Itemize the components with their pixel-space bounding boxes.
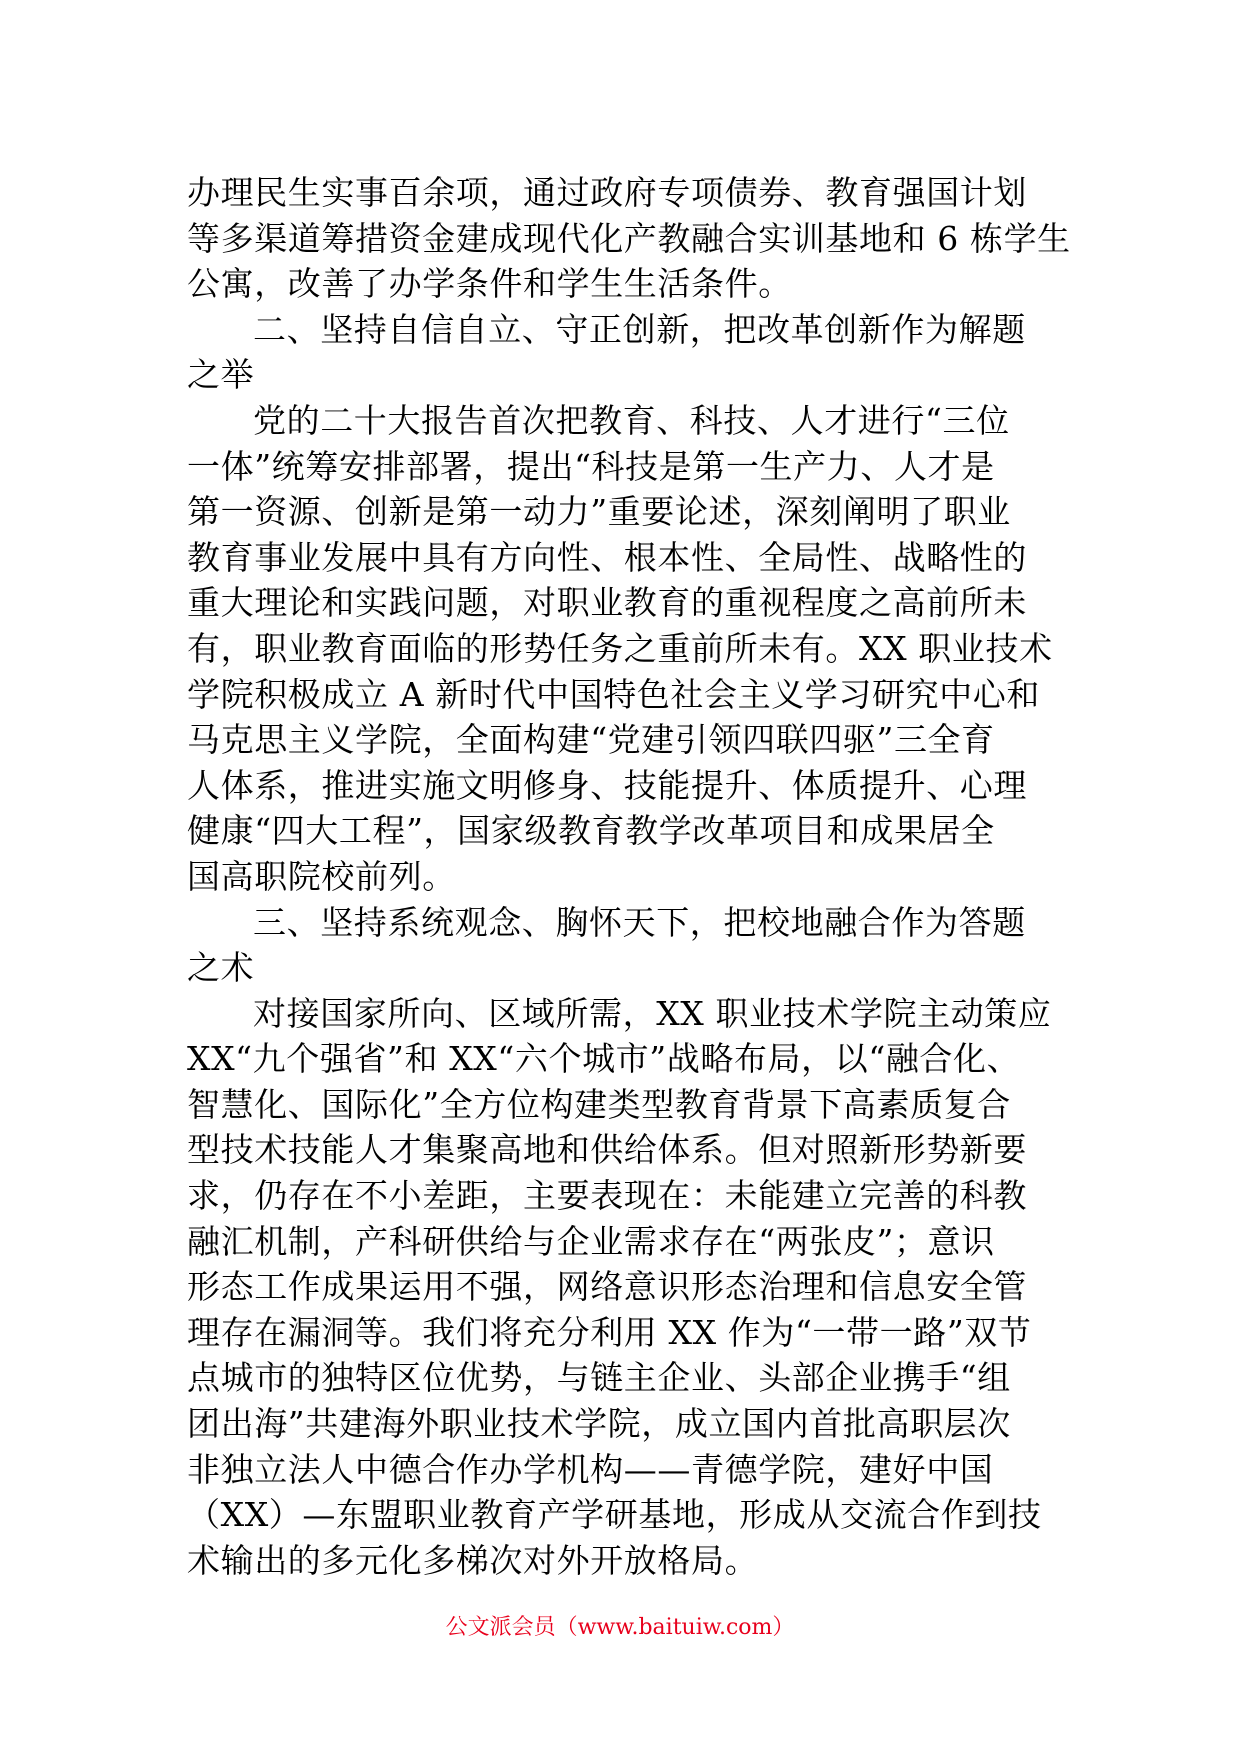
paragraph-line: 型技术技能人才集聚高地和供给体系。但对照新形势新要 <box>187 1130 1027 1170</box>
paragraph-line: 一体”统筹安排部署，提出“科技是第一生产力、人才是 <box>187 446 995 486</box>
paragraph-line: 公寓，改善了办学条件和学生生活条件。 <box>187 264 792 304</box>
paragraph-line: 非独立法人中德合作办学机构——青德学院，建好中国 <box>187 1449 994 1489</box>
section-heading-line: 三、坚持系统观念、胸怀天下，把校地融合作为答题 <box>253 902 1026 942</box>
paragraph-line: 形态工作成果运用不强，网络意识形态治理和信息安全管 <box>187 1267 1027 1307</box>
paragraph-line: 马克思主义学院，全面构建“党建引领四联四驱”三全育 <box>187 720 995 760</box>
document-body <box>187 170 1071 1583</box>
paragraph-line: 党的二十大报告首次把教育、科技、人才进行“三位 <box>253 400 1010 440</box>
paragraph-line: 术输出的多元化多梯次对外开放格局。 <box>187 1540 759 1580</box>
paragraph-line: 团出海”共建海外职业技术学院，成立国内首批高职层次 <box>187 1404 1011 1444</box>
paragraph-line: 有，职业教育面临的形势任务之重前所未有。XX 职业技术 <box>187 628 1053 668</box>
paragraph-line: 重大理论和实践问题，对职业教育的重视程度之高前所未 <box>187 583 1027 623</box>
section-heading-line: 之术 <box>187 948 255 988</box>
paragraph-line: 融汇机制，产科研供给与企业需求存在“两张皮”；意识 <box>187 1221 995 1261</box>
paragraph-line: 健康“四大工程”，国家级教育教学改革项目和成果居全 <box>187 811 995 851</box>
paragraph-line: 理存在漏洞等。我们将充分利用 XX 作为“一带一路”双节 <box>187 1312 1032 1352</box>
paragraph-line: 对接国家所向、区域所需，XX 职业技术学院主动策应 <box>253 993 1052 1033</box>
paragraph-line: 教育事业发展中具有方向性、根本性、全局性、战略性的 <box>187 537 1027 577</box>
paragraph-line: 点城市的独特区位优势，与链主企业、头部企业携手“组 <box>187 1358 1011 1398</box>
section-heading-line: 之举 <box>187 355 255 395</box>
paragraph-line: （XX）—东盟职业教育产学研基地，形成从交流合作到技 <box>187 1495 1042 1535</box>
section-heading-line: 二、坚持自信自立、守正创新，把改革创新作为解题 <box>253 309 1026 349</box>
paragraph-line: 求，仍存在不小差距，主要表现在：未能建立完善的科教 <box>187 1176 1027 1216</box>
footer-watermark-text: 公文派会员（www.baituiw.com） <box>445 1615 795 1640</box>
paragraph-line: 人体系，推进实施文明修身、技能提升、体质提升、心理 <box>187 765 1027 805</box>
paragraph-line: 国高职院校前列。 <box>187 856 456 896</box>
paragraph-line: 办理民生实事百余项，通过政府专项债券、教育强国计划 <box>187 173 1027 212</box>
paragraph-line: 等多渠道筹措资金建成现代化产教融合实训基地和 6 栋学生 <box>187 218 1071 258</box>
paragraph-line: 第一资源、创新是第一动力”重要论述，深刻阐明了职业 <box>187 492 1011 532</box>
paragraph-line: 智慧化、国际化”全方位构建类型教育背景下高素质复合 <box>187 1084 1011 1124</box>
paragraph-line: 学院积极成立 A 新时代中国特色社会主义学习研究中心和 <box>187 674 1041 714</box>
paragraph-line: XX“九个强省”和 XX“六个城市”战略布局，以“融合化、 <box>187 1039 1021 1079</box>
